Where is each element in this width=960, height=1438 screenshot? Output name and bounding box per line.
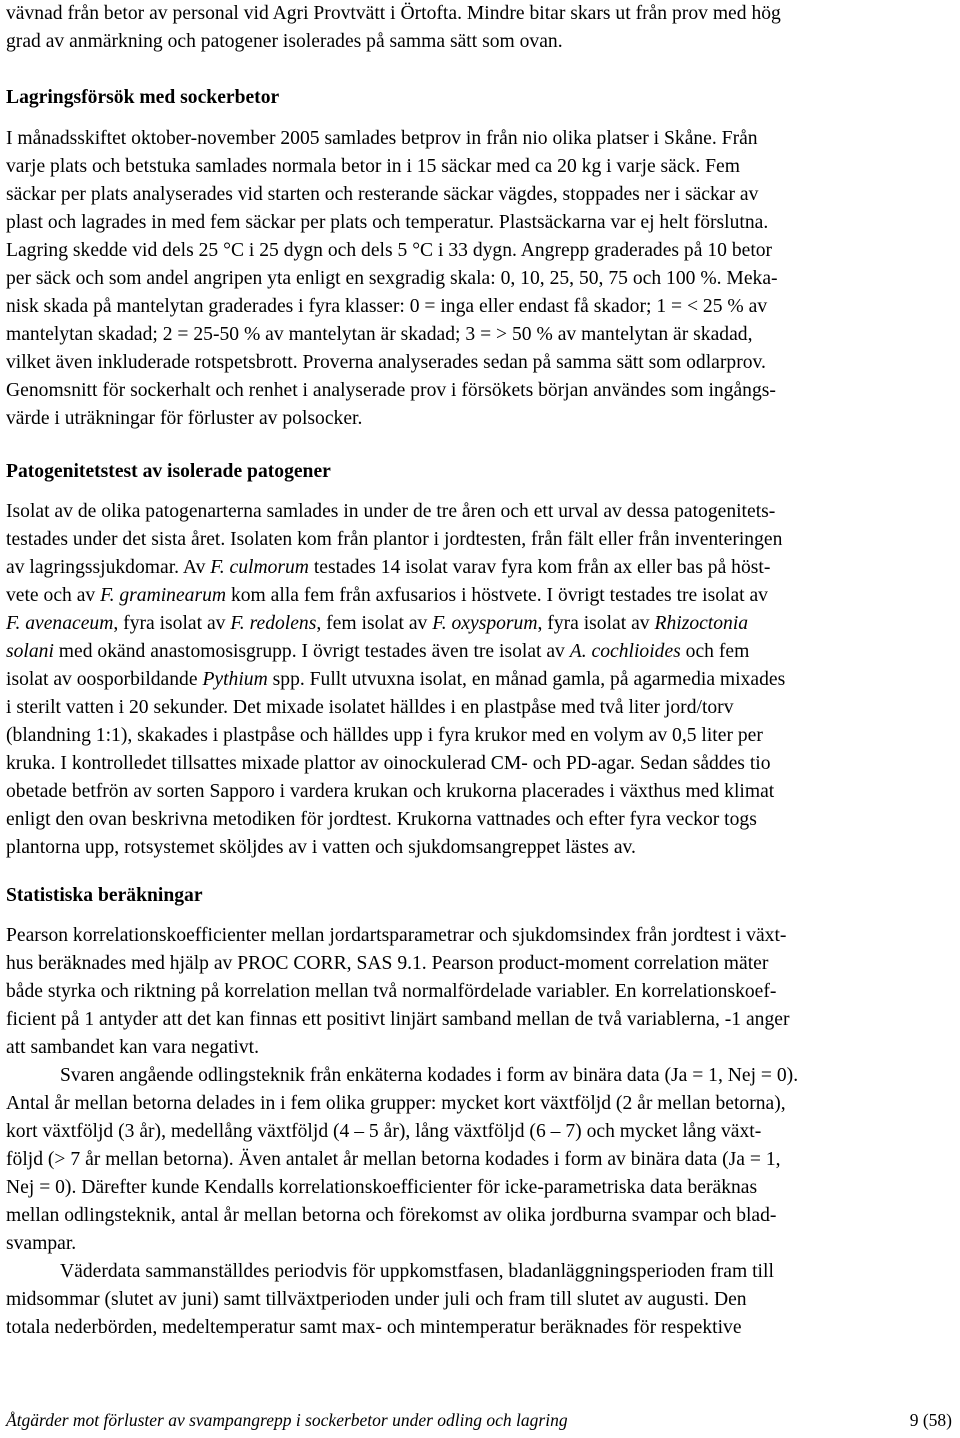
paragraph-line: per säck och som andel angripen yta enligt en sexgradig skala: 0, 10, 25, 50, 75 och 100 %. Meka- [6,268,778,289]
paragraph-line: Lagring skedde vid dels 25 °C i 25 dygn och dels 5 °C i 33 dygn. Angrepp graderades på 10 betor [6,240,773,261]
paragraph-line: Pearson korrelationskoefficienter mellan jordartsparametrar och sjukdomsindex från jordtest i växt- [6,925,787,946]
paragraph-line: obetade betfrön av sorten Sapporo i vardera krukan och krukorna placerades i växthus med klimat [6,781,775,802]
paragraph-line: mellan odlingsteknik, antal år mellan betorna och förekomst av olika jordburna svampar och blad- [6,1205,777,1226]
paragraph-line: testades under det sista året. Isolaten kom från plantor i jordtesten, från fält eller från inventeringen [6,529,783,550]
paragraph-line: Genomsnitt för sockerhalt och renhet i analyserade prov i försökets början användes som ingångs- [6,380,776,401]
paragraph-line: varje plats och betstuka samlades normala betor in i 15 säckar med ca 20 kg i varje säck. Fem [6,156,740,177]
section-heading-pathogenicity: Patogenitetstest av isolerade patogener [6,461,331,482]
paragraph-line: plast och lagrades in med fem säckar per plats och temperatur. Plastsäckarna var ej helt förslutna. [6,212,769,233]
paragraph-line: enligt den ovan beskrivna metodiken för jordtest. Krukorna vattnades och efter fyra veckor togs [6,809,757,830]
paragraph-line: grad av anmärkning och patogener isolerades på samma sätt som ovan. [6,31,563,52]
paragraph-line: ficient på 1 antyder att det kan finnas ett positivt linjärt samband mellan de två variablerna, -1 anger [6,1009,790,1030]
paragraph-line: vilket även inkluderade rotspetsbrott. Proverna analyserades sedan på samma sätt som odlarprov. [6,352,766,373]
paragraph-line: säckar per plats analyserades vid starten och resterande säckar vägdes, stoppades ner i säckar av [6,184,759,205]
paragraph-line: I månadsskiftet oktober-november 2005 samlades betprov in från nio olika platser i Skåne. Från [6,128,758,149]
paragraph-line: vete och av F. graminearum kom alla fem från axfusarios i höstvete. I övrigt testades tre isolat av [6,585,768,606]
paragraph-line: F. avenaceum, fyra isolat av F. redolens, fem isolat av F. oxysporum, fyra isolat av Rhizoctonia [6,613,749,634]
section-heading-statistics: Statistiska beräkningar [6,885,203,906]
paragraph-line: svampar. [6,1233,77,1254]
paragraph-line: totala nederbörden, medeltemperatur samt max- och mintemperatur beräknades för respektive [6,1317,742,1338]
paragraph-line: både styrka och riktning på korrelation mellan två normalfördelade variabler. En korrelationskoef- [6,981,777,1002]
paragraph-line: solani med okänd anastomosisgrupp. I övrigt testades även tre isolat av A. cochlioides och fem [6,641,750,662]
paragraph-line: av lagringssjukdomar. Av F. culmorum testades 14 isolat varav fyra kom från ax eller bas på höst- [6,557,771,578]
paragraph-line: följd (> 7 år mellan betorna). Även antalet år mellan betorna kodades i form av binära data (Ja = 1, [6,1149,781,1170]
section-heading-storage: Lagringsförsök med sockerbetor [6,87,280,108]
paragraph-line: isolat av oosporbildande Pythium spp. Fullt utvuxna isolat, en månad gamla, på agarmedia mixades [6,669,786,690]
paragraph-line: (blandning 1:1), skakades i plastpåse och hälldes upp i fyra krukor med en volym av 0,5 liter per [6,725,763,746]
paragraph-line: vävnad från betor av personal vid Agri Provtvätt i Örtofta. Mindre bitar skars ut från prov med hög [6,3,781,24]
paragraph-line: Väderdata sammanställdes periodvis för uppkomstfasen, bladanläggningsperioden fram till [60,1261,774,1282]
paragraph-line: Nej = 0). Därefter kunde Kendalls korrelationskoefficienter för icke-parametriska data beräknas [6,1177,758,1198]
paragraph-line: midsommar (slutet av juni) samt tillväxtperioden under juli och fram till slutet av augusti. Den [6,1289,747,1310]
paragraph-line: Isolat av de olika patogenarterna samlades in under de tre åren och ett urval av dessa patogenitets- [6,501,776,522]
paragraph-line: Antal år mellan betorna delades in i fem olika grupper: mycket kort växtföljd (2 år mellan betorna), [6,1093,786,1114]
paragraph-line: i sterilt vatten i 20 sekunder. Det mixade isolatet hälldes i en plastpåse med två liter jord/torv [6,697,734,718]
paragraph-line: nisk skada på mantelytan graderades i fyra klasser: 0 = inga eller endast få skador; 1 = < 25 % av [6,296,768,317]
footer-page-number: 9 (58) [909,1410,952,1430]
paragraph-line: kruka. I kontrolledet tillsattes mixade plattor av oinockulerad CM- och PD-agar. Sedan såddes tio [6,753,771,774]
paragraph-line: att sambandet kan vara negativt. [6,1037,259,1058]
paragraph-line: Svaren angående odlingsteknik från enkäterna kodades i form av binära data (Ja = 1, Nej = 0). [60,1065,799,1086]
paragraph-line: hus beräknades med hjälp av PROC CORR, SAS 9.1. Pearson product-moment correlation mäter [6,953,769,974]
paragraph-line: plantorna upp, rotsystemet sköljdes av i vatten och sjukdomsangreppet lästes av. [6,837,636,858]
paragraph-line: kort växtföljd (3 år), medellång växtföljd (4 – 5 år), lång växtföljd (6 – 7) och mycket lång växt- [6,1121,762,1142]
paragraph-line: värde i uträkningar för förluster av polsocker. [6,408,363,429]
footer-title: Åtgärder mot förluster av svampangrepp i sockerbetor under odling och lagring [6,1410,568,1430]
paragraph-line: mantelytan skadad; 2 = 25-50 % av mantelytan är skadad; 3 = > 50 % av mantelytan är skadad, [6,324,753,345]
